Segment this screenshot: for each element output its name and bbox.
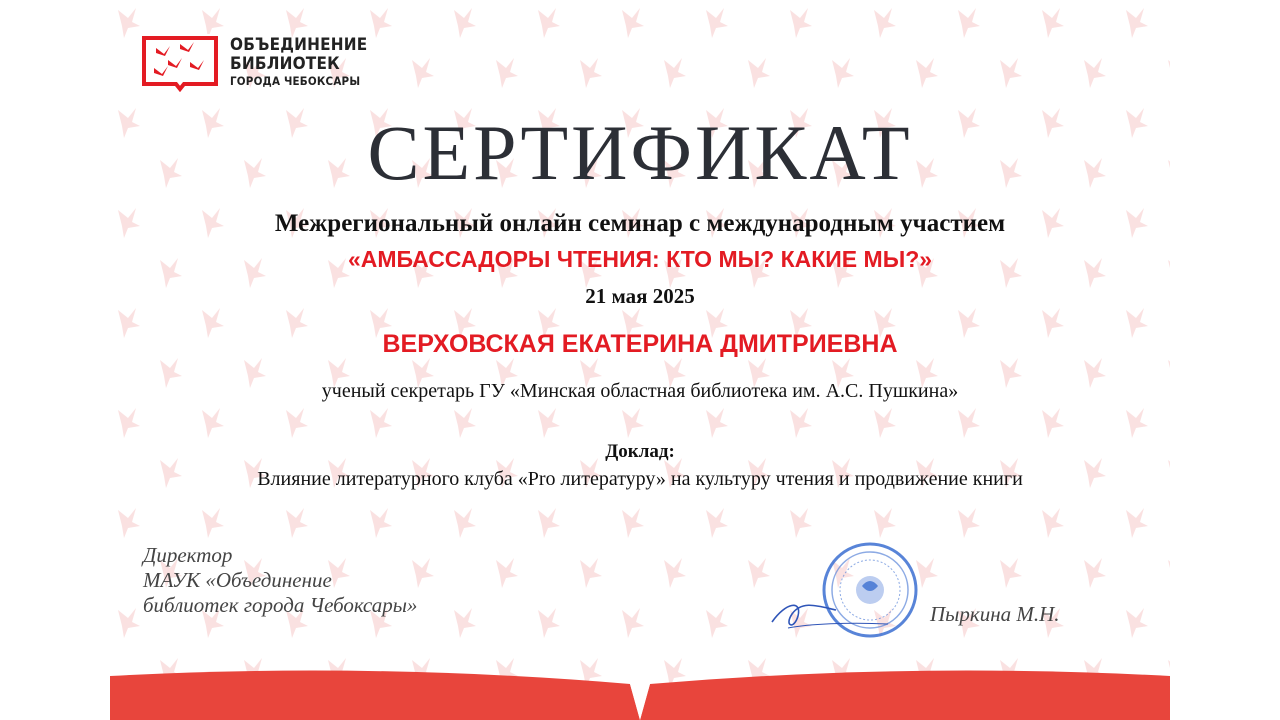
bird-pattern-mark [916,58,938,88]
bird-pattern-mark [370,508,392,538]
bird-pattern-mark [874,508,896,538]
bird-pattern-mark [1042,408,1064,438]
bird-pattern-mark [790,508,812,538]
bird-pattern-mark [874,408,896,438]
bird-pattern-mark [580,58,602,88]
bird-pattern-mark [1168,558,1170,588]
bird-pattern-mark [958,408,980,438]
bird-pattern-mark [622,608,644,638]
recipient-name: ВЕРХОВСКАЯ ЕКАТЕРИНА ДМИТРИЕВНА [382,330,898,358]
recipient-position: ученый секретарь ГУ «Минская областная библиотека им. А.С. Пушкина» [321,380,959,402]
bird-pattern-mark [832,58,854,88]
bird-pattern-mark [1126,8,1148,38]
bird-pattern-mark [622,508,644,538]
page-margin-left [0,0,110,720]
certificate-title: СЕРТИФИКАТ [367,109,913,196]
bird-pattern-mark [118,508,140,538]
bird-pattern-mark [706,608,728,638]
bird-pattern-mark [706,508,728,538]
event-name: Межрегиональный онлайн семинар с международным участием [274,210,1006,237]
bird-pattern-mark [496,58,518,88]
bird-pattern-mark [1084,558,1106,588]
bird-pattern-mark [958,508,980,538]
bird-pattern-mark [1126,508,1148,538]
bird-pattern-mark [1126,408,1148,438]
signer-name: Пыркина М.Н. [930,602,1060,626]
library-logo [140,34,370,94]
bird-pattern-mark [748,558,770,588]
logo-line-1: ОБЪЕДИНЕНИЕ [230,35,368,55]
bird-pattern-mark [1042,8,1064,38]
bird-pattern-mark [1084,58,1106,88]
bird-pattern-mark [412,58,434,88]
bird-pattern-mark [370,408,392,438]
bird-pattern-mark [454,408,476,438]
bird-pattern-mark [538,608,560,638]
bird-pattern-mark [496,558,518,588]
bird-pattern-mark [790,8,812,38]
bird-pattern-mark [664,558,686,588]
bird-pattern-mark [454,608,476,638]
director-line-2: МАУК «Объединение [143,568,332,592]
event-subtitle: «АМБАССАДОРЫ ЧТЕНИЯ: КТО МЫ? КАКИЕ МЫ?» [347,246,933,272]
bird-pattern-mark [622,408,644,438]
logo-text [230,36,367,88]
bird-pattern-mark [454,508,476,538]
bird-pattern-mark [1000,558,1022,588]
bird-pattern-mark [1126,608,1148,638]
bird-pattern-mark [286,508,308,538]
report-title: Влияние литературного клуба «Pro литературу» на культуру чтения и продвижение книги [257,468,1023,490]
bird-pattern-mark [202,408,224,438]
bird-pattern-mark [1000,58,1022,88]
bird-pattern-mark [790,408,812,438]
bird-pattern-mark [958,8,980,38]
logo-line-2: БИБЛИОТЕК [230,54,340,74]
bird-pattern-mark [370,8,392,38]
bird-pattern-mark [118,608,140,638]
bird-pattern-mark [874,8,896,38]
bird-pattern-mark [748,58,770,88]
bird-pattern-mark [580,558,602,588]
official-stamp-and-signature [768,540,938,640]
bird-pattern-mark [1168,58,1170,88]
event-date: 21 мая 2025 [585,284,695,308]
certificate-sheet [110,0,1170,720]
logo-line-3: ГОРОДА ЧЕБОКСАРЫ [230,74,361,88]
bird-pattern-mark [706,408,728,438]
report-label: Доклад: [605,441,675,462]
director-title [143,543,417,618]
page-margin-right [1170,0,1280,720]
bird-pattern-mark [1042,508,1064,538]
bird-pattern-mark [202,508,224,538]
bird-pattern-mark [706,8,728,38]
bird-pattern-mark [538,508,560,538]
bird-pattern-mark [622,8,644,38]
bird-pattern-mark [454,8,476,38]
director-line-1: Директор [143,543,233,567]
bird-pattern-mark [664,58,686,88]
bird-pattern-mark [118,408,140,438]
bird-pattern-mark [538,408,560,438]
bird-pattern-mark [538,8,560,38]
open-book-decoration [110,668,1170,720]
bird-pattern-mark [286,408,308,438]
bird-pattern-mark [118,8,140,38]
director-line-3: библиотек города Чебоксары» [143,593,418,617]
book-birds-icon [140,34,220,92]
